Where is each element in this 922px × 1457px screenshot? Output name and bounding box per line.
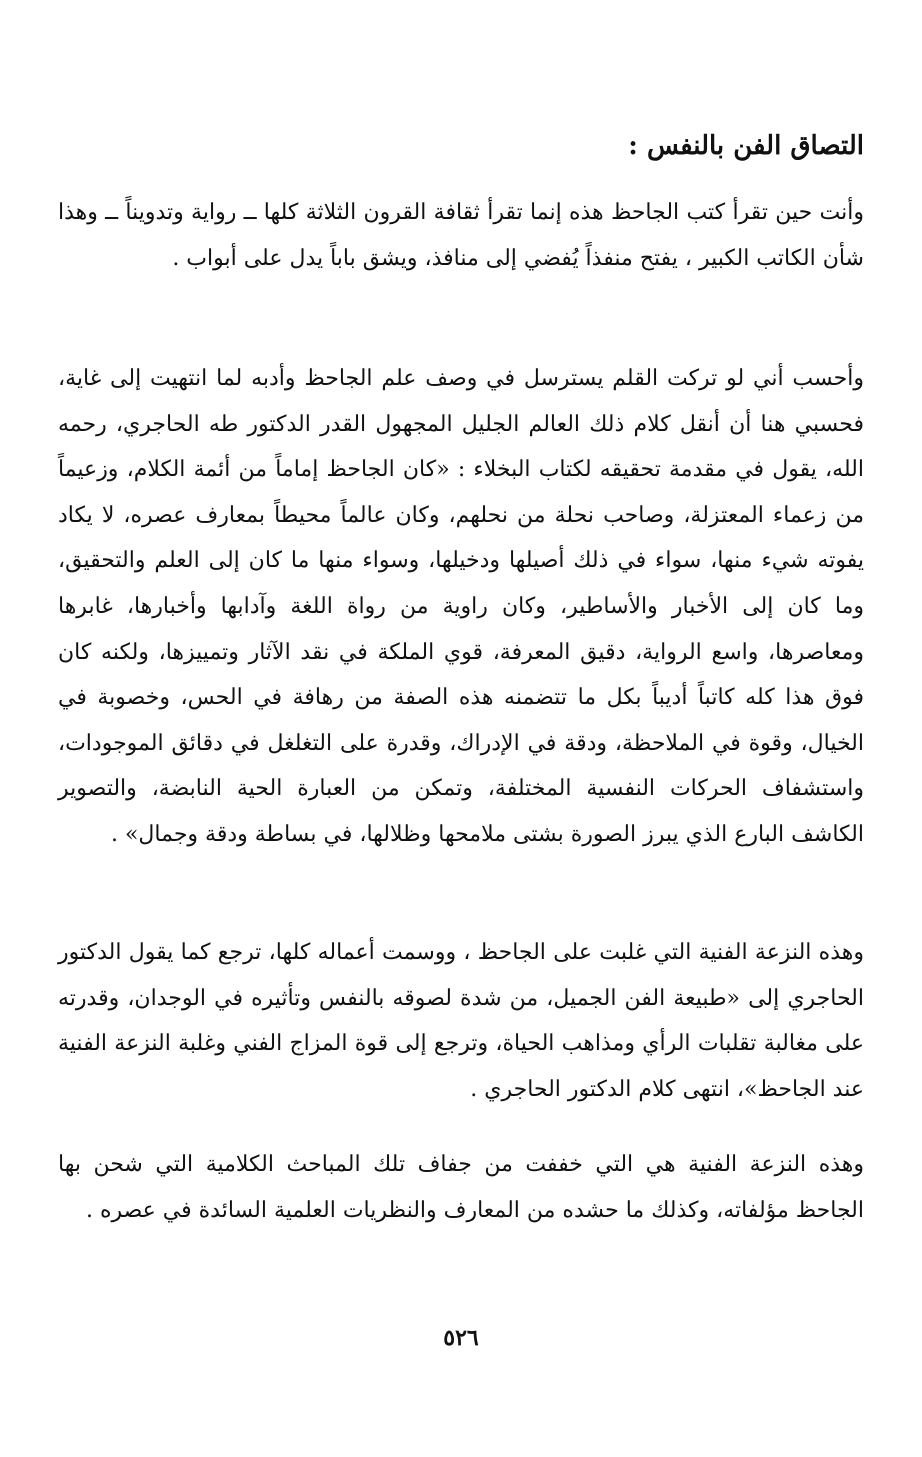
section-heading: التصاق الفن بالنفس : xyxy=(628,131,864,161)
page-number: ٥٢٦ xyxy=(443,1325,479,1351)
book-page xyxy=(58,0,864,1457)
paragraph-1: وأنت حين تقرأ كتب الجاحظ هذه إنما تقرأ ثقافة القرون الثلاثة كلها ــ رواية وتدويناً ــ وهذا شأن الكاتب الكبير ، يفتح منفذاً يُفضي إلى منافذ، ويشق باباً يدل على أبواب . xyxy=(58,200,864,271)
paragraph-4: وهذه النزعة الفنية هي التي خففت من جفاف تلك المباحث الكلامية التي شحن بها الجاحظ مؤلفاته، وكذلك ما حشده من المعارف والنظريات العلمية السائدة في عصره . xyxy=(58,1152,864,1223)
paragraph-3: وهذه النزعة الفنية التي غلبت على الجاحظ ، ووسمت أعماله كلها، ترجع كما يقول الدكتور الحاجري إلى «طبيعة الفن الجميل، من شدة لصوقه بالنفس وتأثيره في الوجدان، وقدرته على مغالبة تقلبات الرأي ومذاهب الحياة، وترجع إلى قوة المزاج الفني وغلبة النزعة الفنية عند الجاحظ»، انتهى كلام الدكتور الحاجري . xyxy=(58,940,864,1102)
paragraph-2-quote: وأحسب أني لو تركت القلم يسترسل في وصف علم الجاحظ وأدبه لما انتهيت إلى غاية، فحسبي هنا أن أنقل كلام ذلك العالم الجليل المجهول القدر الدكتور طه الحاجري، رحمه الله، يقول في مقدمة تحقيقه لكتاب البخلاء : «كان الجاحظ إماماً من أئمة الكلام، وزعيماً من زعماء المعتزلة، وصاحب نحلة من نحلهم، وكان عالماً محيطاً بمعارف عصره، لا يكاد يفوته شيء منها، سواء في ذلك أصيلها ودخيلها، وسواء منها ما كان إلى العلم والتحقيق، وما كان إلى الأخبار والأساطير، وكان راوية من رواة اللغة وآدابها وأخبارها، غابرها ومعاصرها، واسع الرواية، دقيق المعرفة، قوي الملكة في نقد الآثار وتمييزها، ولكنه كان فوق هذا كله كاتباً أديباً بكل ما تتضمنه هذه الصفة من رهافة في الحس، وخصوبة في الخيال، وقوة في الملاحظة، ودقة في الإدراك، وقدرة على التغلغل في دقائق الموجودات، واستشفاف الحركات النفسية المختلفة، وتمكن من العبارة الحية النابضة، والتصوير الكاشف البارع الذي يبرز الصورة بشتى ملامحها وظلالها، في بساطة ودقة وجمال» . xyxy=(58,366,865,847)
